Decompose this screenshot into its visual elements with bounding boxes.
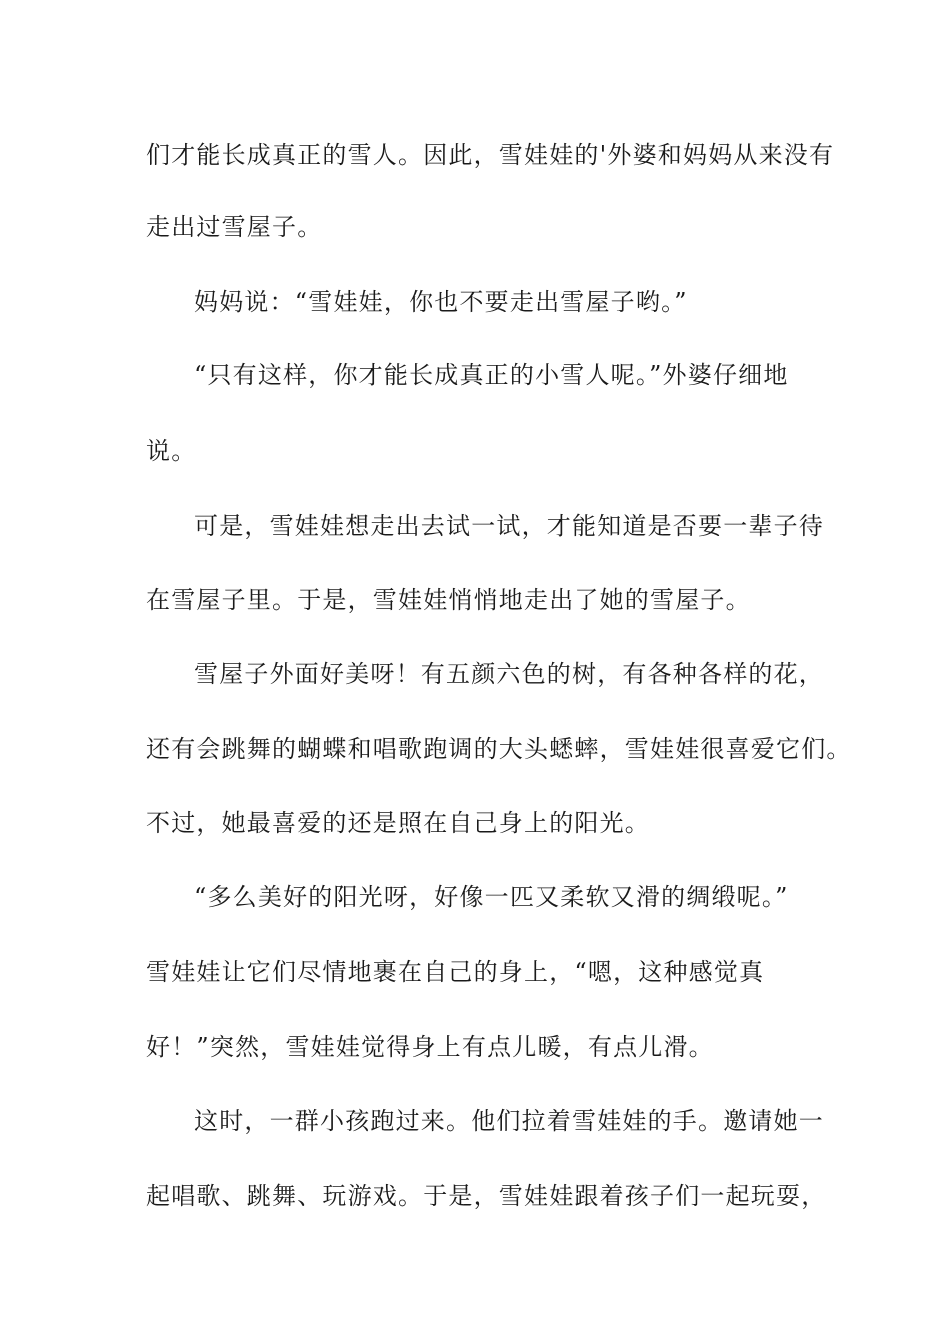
text-line: 走出过雪屋子。 [146,213,323,241]
text-line: 可是，雪娃娃想走出去试一试，才能知道是否要一辈子待 [194,512,824,540]
text-line: 雪屋子外面好美呀！有五颜六色的树，有各种各样的花， [194,660,824,688]
text-line: 好！”突然，雪娃娃觉得身上有点儿暖，有点儿滑。 [146,1033,714,1061]
text-line: 这时，一群小孩跑过来。他们拉着雪娃娃的手。邀请她一 [194,1107,824,1135]
text-line: 还有会跳舞的蝴蝶和唱歌跑调的大头蟋蟀，雪娃娃很喜爱它们。 [146,735,852,763]
text-line: 起唱歌、跳舞、玩游戏。于是，雪娃娃跟着孩子们一起玩耍， [146,1182,827,1210]
text-line: 妈妈说：“雪娃娃，你也不要走出雪屋子哟。” [194,288,688,316]
text-line: “只有这样，你才能长成真正的小雪人呢。”外婆仔细地 [194,361,789,389]
text-line: 们才能长成真正的雪人。因此，雪娃娃的'外婆和妈妈从来没有 [146,141,835,169]
text-line: 在雪屋子里。于是，雪娃娃悄悄地走出了她的雪屋子。 [146,586,751,614]
text-line: 不过，她最喜爱的还是照在自己身上的阳光。 [146,809,650,837]
text-line: “多么美好的阳光呀，好像一匹又柔软又滑的绸缎呢。” [194,883,789,911]
text-line: 说。 [146,437,197,465]
text-line: 雪娃娃让它们尽情地裹在自己的身上，“嗯，这种感觉真 [146,958,765,986]
